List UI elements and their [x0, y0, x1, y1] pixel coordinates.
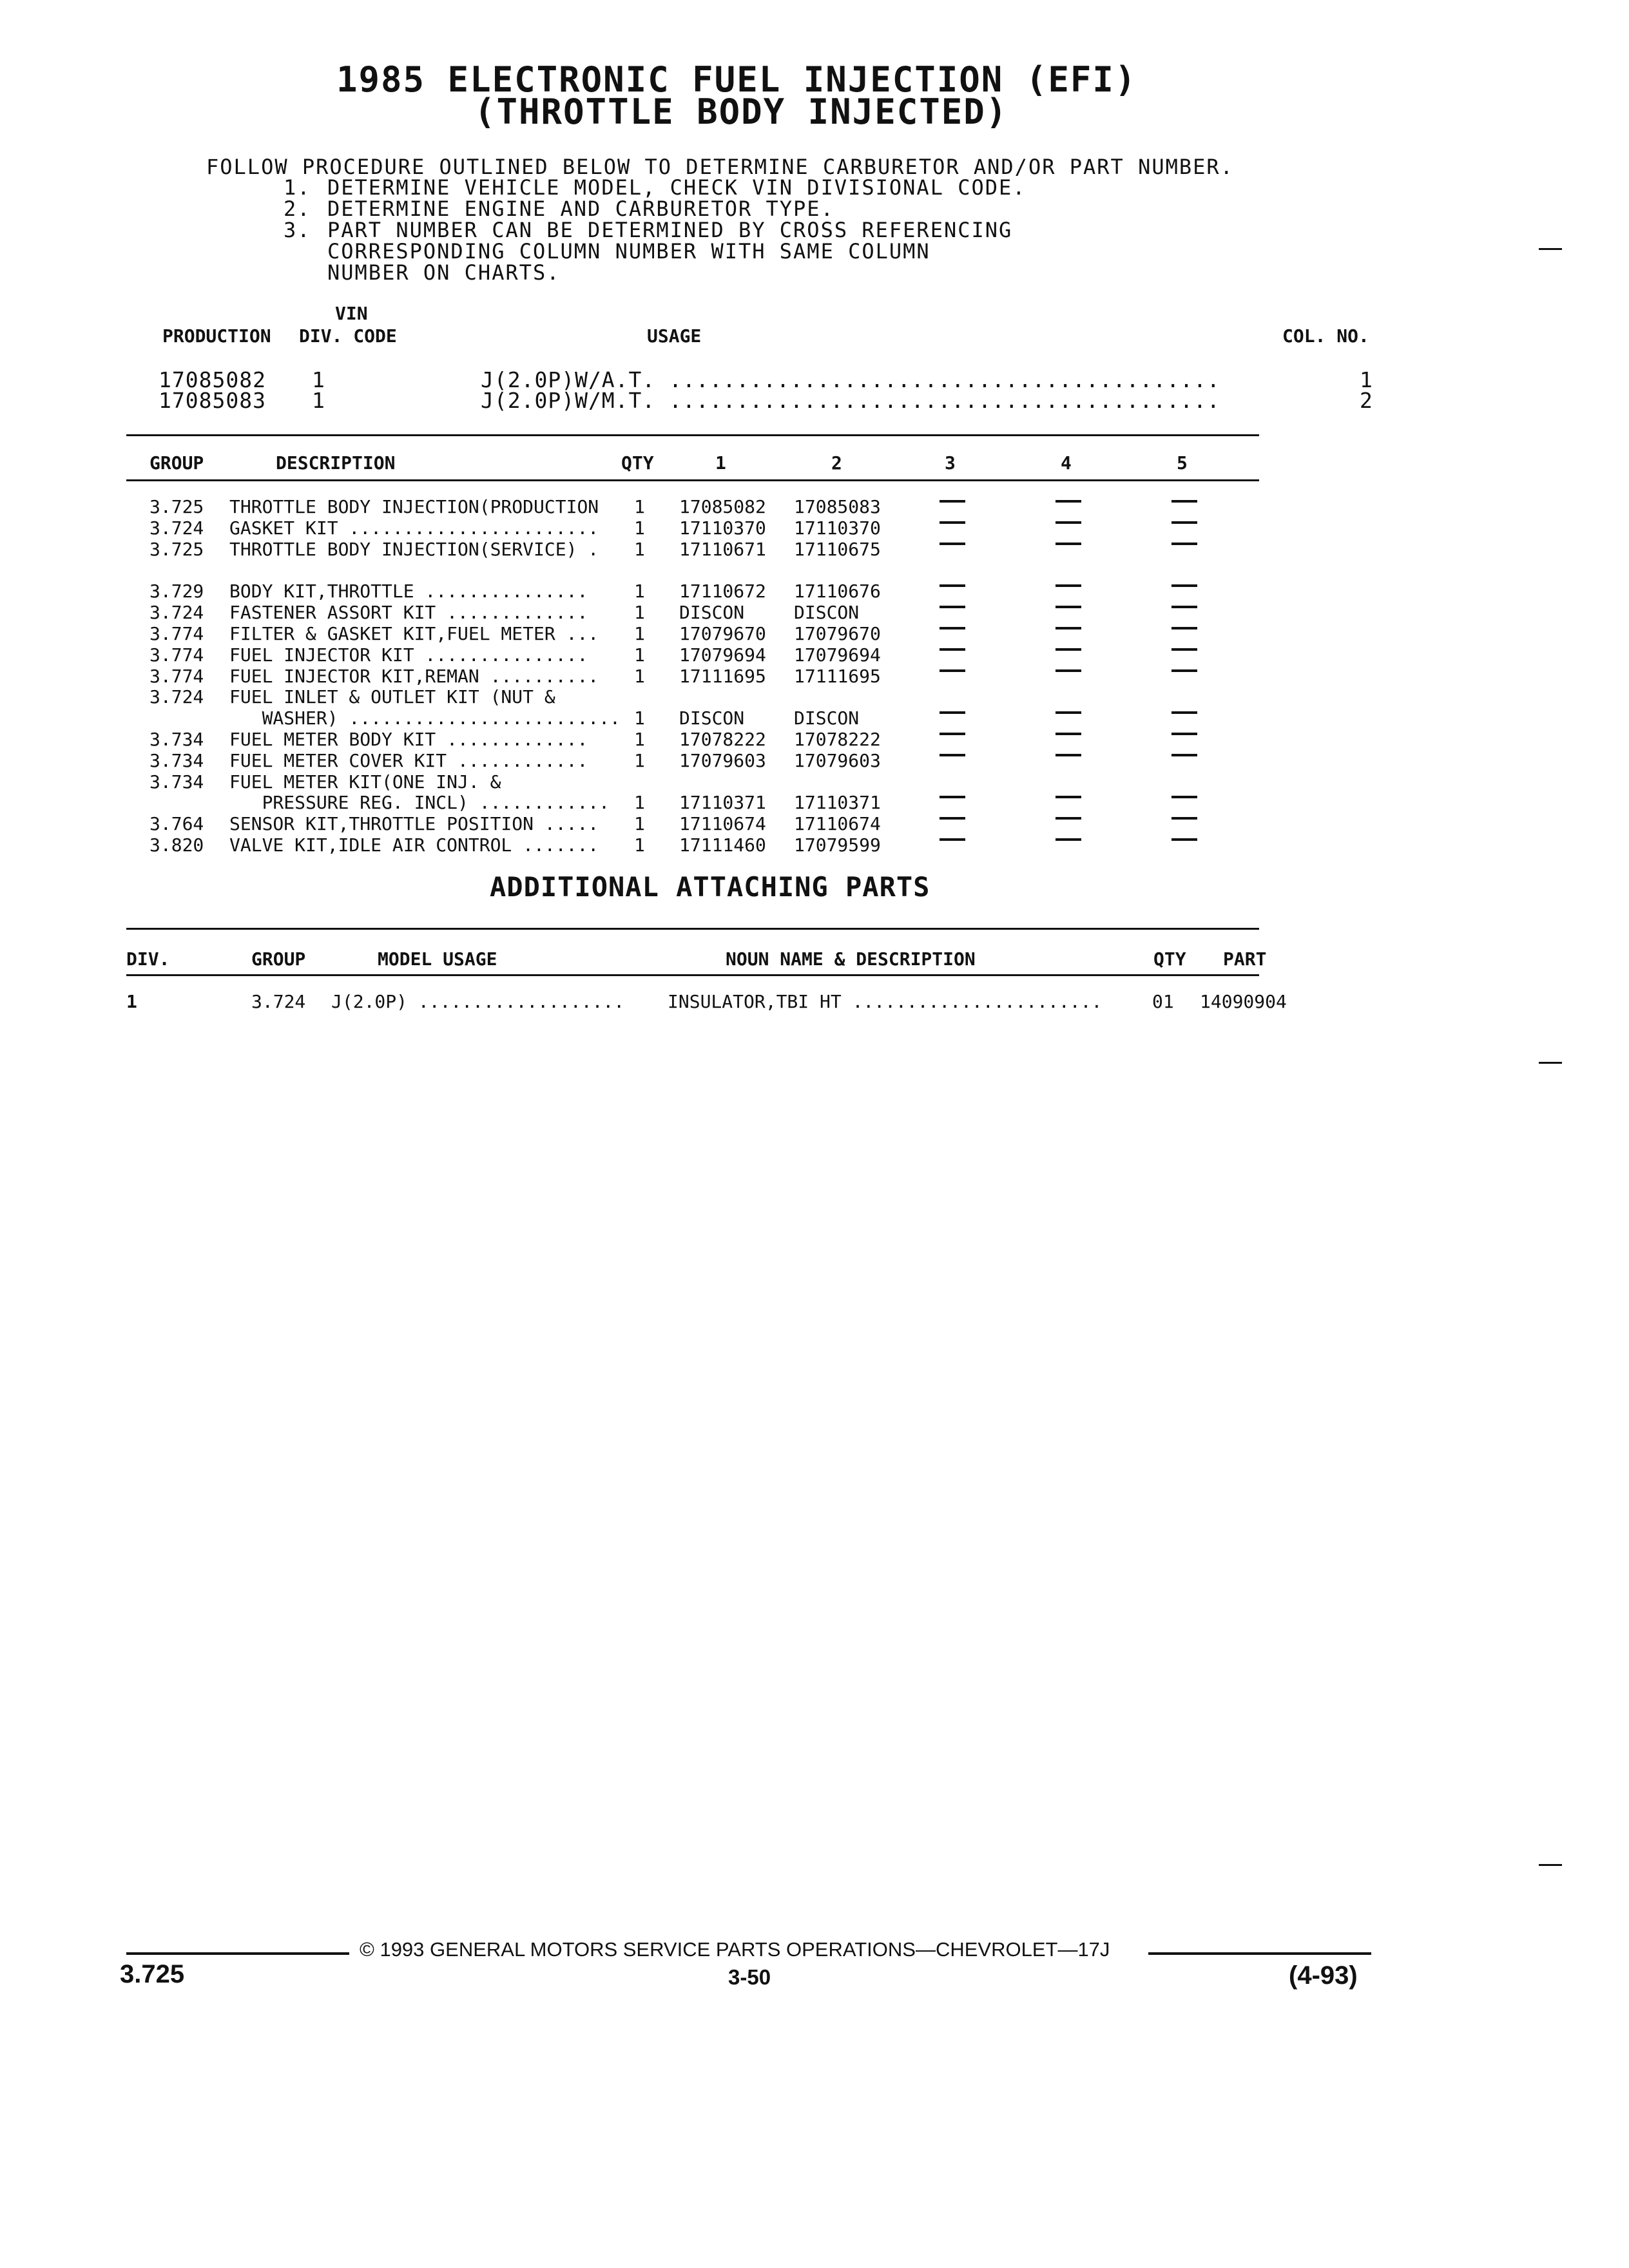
- qty-value: 1: [634, 729, 645, 750]
- group-value: 3.774: [149, 623, 204, 644]
- column-1-part-number: 17079694: [679, 644, 766, 666]
- column-2-part-number: 17110371: [794, 792, 881, 813]
- column-2-part-number: 17110674: [794, 813, 881, 834]
- div-code: 1: [312, 388, 325, 413]
- column-1-part-number: 17110672: [679, 581, 766, 602]
- column-5-header: 5: [1177, 452, 1188, 474]
- additional-top-rule: [126, 928, 1259, 930]
- qty-value: 1: [634, 707, 645, 729]
- qty-value: 1: [634, 602, 645, 623]
- not-applicable-dash: [1055, 543, 1081, 545]
- margin-mark: [1539, 1062, 1562, 1064]
- qty-header: QTY: [621, 452, 654, 474]
- column-2-part-number: 17079603: [794, 750, 881, 771]
- div-code: 1: [312, 367, 325, 392]
- column-1-part-number: DISCON: [679, 602, 745, 623]
- copyright-text: © 1993 GENERAL MOTORS SERVICE PARTS OPERATIONS—CHEVROLET—17J: [360, 1938, 1110, 1961]
- description-value: FUEL METER COVER KIT ............: [229, 750, 588, 771]
- qty-value: 1: [634, 623, 645, 644]
- noun-header: NOUN NAME & DESCRIPTION: [726, 948, 976, 970]
- header-rule: [126, 479, 1259, 481]
- additional-header-rule: [126, 974, 1259, 976]
- column-2-part-number: 17110676: [794, 581, 881, 602]
- group-value: 3.774: [149, 666, 204, 687]
- column-2-part-number: DISCON: [794, 707, 860, 729]
- vin-header: VIN: [335, 303, 368, 324]
- not-applicable-dash: [1055, 606, 1081, 608]
- not-applicable-dash: [940, 543, 965, 545]
- column-2-part-number: 17079599: [794, 834, 881, 856]
- qty-value: 01: [1152, 991, 1174, 1012]
- step-text-2: DETERMINE ENGINE AND CARBURETOR TYPE.: [327, 197, 834, 221]
- not-applicable-dash: [940, 648, 965, 651]
- revision-date: (4-93): [1289, 1961, 1358, 1990]
- not-applicable-dash: [1171, 711, 1197, 714]
- not-applicable-dash: [1171, 669, 1197, 672]
- qty-value: 1: [634, 792, 645, 813]
- production-number: 17085082: [159, 367, 266, 392]
- step-text-3: PART NUMBER CAN BE DETERMINED BY CROSS REFERENCING: [327, 218, 1013, 242]
- not-applicable-dash: [1171, 838, 1197, 841]
- qty-value: 1: [634, 517, 645, 539]
- column-4-header: 4: [1061, 452, 1072, 474]
- qty-value: 1: [634, 750, 645, 771]
- column-3-header: 3: [945, 452, 956, 474]
- not-applicable-dash: [1055, 838, 1081, 841]
- description-value: VALVE KIT,IDLE AIR CONTROL .......: [229, 834, 599, 856]
- description-value: FUEL INJECTOR KIT ...............: [229, 644, 588, 666]
- margin-mark: [1539, 1864, 1562, 1866]
- not-applicable-dash: [1055, 521, 1081, 524]
- not-applicable-dash: [1171, 521, 1197, 524]
- group-header: GROUP: [251, 948, 306, 970]
- column-1-part-number: 17110671: [679, 539, 766, 560]
- usage-header: USAGE: [647, 325, 702, 347]
- not-applicable-dash: [940, 521, 965, 524]
- column-2-part-number: 17110370: [794, 517, 881, 539]
- not-applicable-dash: [940, 711, 965, 714]
- div-header: DIV.: [126, 948, 170, 970]
- not-applicable-dash: [1171, 817, 1197, 820]
- production-header: PRODUCTION: [162, 325, 271, 347]
- footer-rule-left: [126, 1952, 349, 1955]
- footer-rule-right: [1148, 1952, 1371, 1955]
- div-value: 1: [126, 991, 137, 1012]
- qty-header: QTY: [1153, 948, 1186, 970]
- not-applicable-dash: [1055, 711, 1081, 714]
- not-applicable-dash: [1055, 733, 1081, 735]
- not-applicable-dash: [1055, 754, 1081, 756]
- group-value: 3.724: [149, 602, 204, 623]
- column-2-part-number: 17079670: [794, 623, 881, 644]
- usage: J(2.0P)W/A.T. .........................................: [481, 367, 1220, 392]
- not-applicable-dash: [1171, 500, 1197, 503]
- noun-description-value: INSULATOR,TBI HT .......................: [668, 991, 1103, 1012]
- not-applicable-dash: [940, 733, 965, 735]
- group-value: 3.734: [149, 771, 204, 793]
- not-applicable-dash: [1055, 669, 1081, 672]
- not-applicable-dash: [1055, 796, 1081, 798]
- qty-value: 1: [634, 813, 645, 834]
- not-applicable-dash: [940, 817, 965, 820]
- qty-value: 1: [634, 496, 645, 517]
- group-value: 3.734: [149, 750, 204, 771]
- step-continuation-1: CORRESPONDING COLUMN NUMBER WITH SAME COLUMN: [327, 239, 930, 264]
- col-no: 2: [1360, 388, 1373, 413]
- column-1-part-number: DISCON: [679, 707, 745, 729]
- group-value: 3.734: [149, 729, 204, 750]
- margin-mark: [1539, 248, 1562, 250]
- column-2-part-number: 17079694: [794, 644, 881, 666]
- column-2-part-number: 17085083: [794, 496, 881, 517]
- page-title-line1: 1985 ELECTRONIC FUEL INJECTION (EFI): [336, 59, 1137, 100]
- group-value: 3.774: [149, 644, 204, 666]
- not-applicable-dash: [940, 606, 965, 608]
- column-2-part-number: 17078222: [794, 729, 881, 750]
- step-number-2: 2.: [284, 197, 311, 221]
- group-value: 3.820: [149, 834, 204, 856]
- part-number-value: 14090904: [1200, 991, 1287, 1012]
- step-text-1: DETERMINE VEHICLE MODEL, CHECK VIN DIVISIONAL CODE.: [327, 175, 1027, 200]
- description-value: FUEL METER KIT(ONE INJ. &: [229, 771, 501, 793]
- description-value: THROTTLE BODY INJECTION(SERVICE) .: [229, 539, 599, 560]
- description-value: THROTTLE BODY INJECTION(PRODUCTION: [229, 496, 599, 517]
- not-applicable-dash: [940, 754, 965, 756]
- description-value: FASTENER ASSORT KIT .............: [229, 602, 588, 623]
- column-2-part-number: 17110675: [794, 539, 881, 560]
- instructions-intro: FOLLOW PROCEDURE OUTLINED BELOW TO DETERMINE CARBURETOR AND/OR PART NUMBER.: [206, 155, 1234, 179]
- part-header: PART: [1223, 948, 1267, 970]
- not-applicable-dash: [1055, 584, 1081, 587]
- qty-value: 1: [634, 644, 645, 666]
- page-title-line2: (THROTTLE BODY INJECTED): [474, 91, 1008, 132]
- column-1-part-number: 17110370: [679, 517, 766, 539]
- column-1-part-number: 17111460: [679, 834, 766, 856]
- not-applicable-dash: [940, 627, 965, 629]
- col-no-header: COL. NO.: [1282, 325, 1369, 347]
- not-applicable-dash: [1171, 543, 1197, 545]
- step-number-1: 1.: [284, 175, 311, 200]
- not-applicable-dash: [940, 838, 965, 841]
- not-applicable-dash: [1171, 648, 1197, 651]
- not-applicable-dash: [1171, 584, 1197, 587]
- step-continuation-2: NUMBER ON CHARTS.: [327, 260, 561, 285]
- description-value: SENSOR KIT,THROTTLE POSITION .....: [229, 813, 599, 834]
- qty-value: 1: [634, 581, 645, 602]
- group-value: 3.725: [149, 539, 204, 560]
- description-value: FILTER & GASKET KIT,FUEL METER ...: [229, 623, 599, 644]
- not-applicable-dash: [1171, 627, 1197, 629]
- not-applicable-dash: [1171, 754, 1197, 756]
- page-number: 3-50: [728, 1965, 771, 1989]
- qty-value: 1: [634, 539, 645, 560]
- model-usage-header: MODEL USAGE: [378, 948, 497, 970]
- production-number: 17085083: [159, 388, 266, 413]
- column-1-part-number: 17079603: [679, 750, 766, 771]
- additional-heading: ADDITIONAL ATTACHING PARTS: [490, 871, 930, 903]
- model-usage-value: J(2.0P) ...................: [331, 991, 625, 1012]
- description-value: FUEL INJECTOR KIT,REMAN ..........: [229, 666, 599, 687]
- not-applicable-dash: [940, 669, 965, 672]
- not-applicable-dash: [1171, 733, 1197, 735]
- description-value: GASKET KIT .......................: [229, 517, 599, 539]
- usage: J(2.0P)W/M.T. .........................................: [481, 388, 1220, 413]
- qty-value: 1: [634, 666, 645, 687]
- description-value: BODY KIT,THROTTLE ...............: [229, 581, 588, 602]
- group-value: 3.724: [149, 686, 204, 707]
- group-value: 3.729: [149, 581, 204, 602]
- group-value: 3.764: [149, 813, 204, 834]
- divider-rule: [126, 434, 1259, 436]
- not-applicable-dash: [1055, 627, 1081, 629]
- qty-value: 1: [634, 834, 645, 856]
- description-value: PRESSURE REG. INCL) ............: [229, 792, 610, 813]
- not-applicable-dash: [1055, 817, 1081, 820]
- col-no: 1: [1360, 367, 1373, 392]
- group-value: 3.724: [149, 517, 204, 539]
- step-number-3: 3.: [284, 218, 311, 242]
- column-1-header: 1: [715, 452, 726, 474]
- column-1-part-number: 17110371: [679, 792, 766, 813]
- footer-section-number: 3.725: [120, 1960, 185, 1988]
- column-2-part-number: DISCON: [794, 602, 860, 623]
- not-applicable-dash: [940, 500, 965, 503]
- not-applicable-dash: [1055, 500, 1081, 503]
- column-1-part-number: 17110674: [679, 813, 766, 834]
- column-2-header: 2: [831, 452, 842, 474]
- description-header: DESCRIPTION: [276, 452, 396, 474]
- column-1-part-number: 17079670: [679, 623, 766, 644]
- group-value: 3.724: [251, 991, 306, 1012]
- not-applicable-dash: [1171, 796, 1197, 798]
- not-applicable-dash: [940, 584, 965, 587]
- not-applicable-dash: [1171, 606, 1197, 608]
- column-1-part-number: 17111695: [679, 666, 766, 687]
- column-2-part-number: 17111695: [794, 666, 881, 687]
- not-applicable-dash: [1055, 648, 1081, 651]
- column-1-part-number: 17078222: [679, 729, 766, 750]
- not-applicable-dash: [940, 796, 965, 798]
- column-1-part-number: 17085082: [679, 496, 766, 517]
- group-value: 3.725: [149, 496, 204, 517]
- description-value: FUEL INLET & OUTLET KIT (NUT &: [229, 686, 555, 707]
- description-value: WASHER) .........................: [229, 707, 621, 729]
- group-header: GROUP: [149, 452, 204, 474]
- div-code-header: DIV. CODE: [299, 325, 397, 347]
- description-value: FUEL METER BODY KIT .............: [229, 729, 588, 750]
